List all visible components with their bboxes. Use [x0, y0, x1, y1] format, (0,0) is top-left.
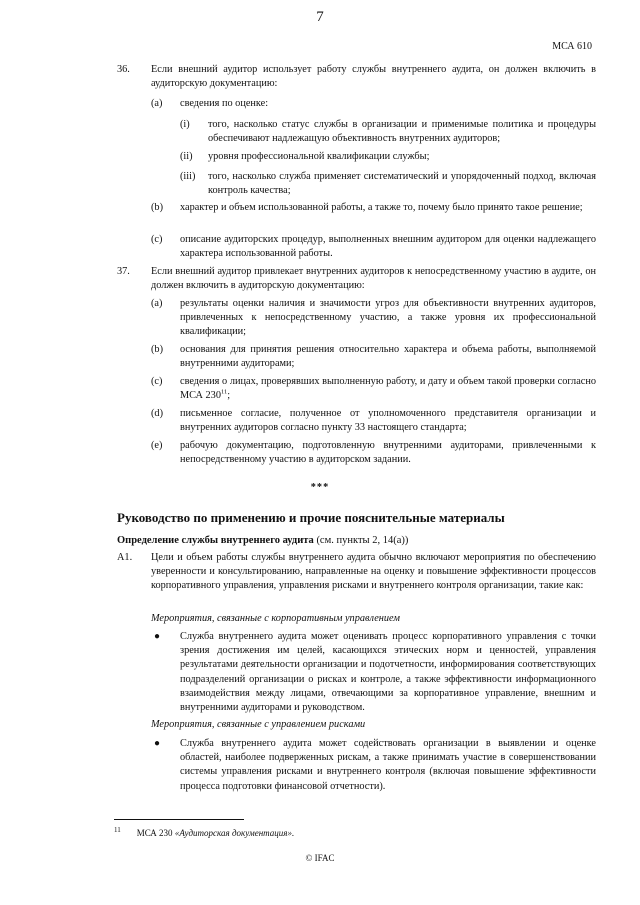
item-36a-i-text: того, насколько статус службы в организации и применимые политика и процедуры обеспечивают надлежащую объективность внутренних аудиторов;: [208, 119, 596, 145]
item-37e-text: рабочую документацию, подготовленную внутренними аудиторами, привлеченными к непосредственному участию в аудиторском задании.: [180, 440, 596, 466]
risk-bullet-text: Служба внутреннего аудита может содействовать организации в выявлении и оценке областей, наиболее подверженных рискам, а также принимать участие в совершенствовании системы управления рисками и внутреннего контроля (включая повышение эффективности процесса подготовки финансовой отчетности).: [180, 738, 596, 792]
item-36b-label: (b): [151, 202, 164, 213]
item-37e-label: (e): [151, 440, 163, 451]
paragraph-number-37: 37.: [117, 266, 130, 277]
governance-heading: Мероприятия, связанные с корпоративным управлением: [151, 613, 400, 624]
item-36a-iii-label: (iii): [180, 171, 196, 182]
paragraph-36-text: Если внешний аудитор использует работу службы внутреннего аудита, он должен включить в аудиторскую документацию:: [151, 64, 596, 90]
item-36c-text: описание аудиторских процедур, выполненных внешним аудитором для оценки надлежащего характера использованной работы.: [180, 234, 596, 260]
item-36a-text: сведения по оценке:: [180, 98, 269, 109]
item-36a-ii-text: уровня профессиональной квалификации службы;: [208, 151, 430, 162]
item-37d-text: письменное согласие, полученное от уполномоченного представителя организации и внутренних аудиторов согласно пункту 33 настоящего стандарта;: [180, 408, 596, 434]
bullet-icon: ●: [154, 738, 161, 749]
item-36a-i-label: (i): [180, 119, 190, 130]
item-37c-text: [180, 375, 596, 403]
item-37c-label: (c): [151, 376, 163, 387]
item-36a-label: (a): [151, 98, 163, 109]
item-36c-label: (c): [151, 234, 163, 245]
subsection-ref: (см. пункты 2, 14(a)): [316, 535, 409, 546]
item-37b-text: основания для принятия решения относительно характера и объема работы, выполняемой внутренними аудиторами;: [180, 344, 596, 370]
paragraph-number-36: 36.: [117, 64, 130, 75]
item-36b-text: характер и объем использованной работы, а также то, почему было принято такое решение;: [180, 202, 583, 213]
paragraph-a1-text: Цели и объем работы службы внутреннего аудита обычно включают мероприятия по обеспечению уверенности и консультированию, направленные на оценку и повышение эффективности процессов корпоративного управления, управления рисками и внутреннего контроля организации, такие как:: [151, 552, 596, 592]
risk-heading: Мероприятия, связанные с управлением рисками: [151, 719, 366, 730]
footnote: [114, 823, 294, 840]
copyright-footer: © IFAC: [305, 853, 335, 863]
paragraph-37-text: Если внешний аудитор привлекает внутренних аудиторов к непосредственному участию в аудите, он должен включить в аудиторскую документацию:: [151, 266, 596, 292]
item-37c-body: сведения о лицах, проверявших выполненную работу, и дату и объем такой проверки согласно МСА 230: [180, 376, 596, 402]
governance-bullet-text: Служба внутреннего аудита может оценивать процесс корпоративного управления с точки зрения достижения им целей, касающихся этических норм и ценностей, управления результатами деятельности организации и подотчетности, информирования соответствующих подразделений организации о рисках и контроле, а также эффективности информационного взаимодействия между лицами, отвечающими за корпоративное управление, внешним и внутренними аудиторами и руководством.: [180, 631, 596, 714]
item-37b-label: (b): [151, 344, 164, 355]
item-36a-iii-text: того, насколько служба применяет систематический и упорядоченный подход, включая контроль качества;: [208, 171, 596, 197]
footnote-text: МСА 230: [136, 828, 175, 838]
item-37a-text: результаты оценки наличия и значимости угроз для объективности внутренних аудиторов, привлеченных к непосредственному участию, а также уровня их профессиональной квалификации;: [180, 298, 596, 338]
paragraph-number-a1: A1.: [117, 552, 133, 563]
document-code: МСА 610: [552, 41, 592, 52]
subsection-title: [117, 534, 408, 548]
footnote-italic: «Аудиторская документация».: [174, 828, 295, 838]
section-separator: ***: [310, 482, 330, 493]
footnote-divider: [114, 819, 244, 820]
section-title: Руководство по применению и прочие пояснительные материалы: [117, 510, 505, 525]
item-37c-tail: ;: [227, 390, 231, 402]
page-number: 7: [316, 9, 324, 25]
item-37d-label: (d): [151, 408, 164, 419]
subsection-title-text: Определение службы внутреннего аудита: [117, 535, 314, 546]
bullet-icon: ●: [154, 631, 161, 642]
item-36a-ii-label: (ii): [180, 151, 193, 162]
footnote-ref-11: 11: [220, 388, 228, 396]
footnote-number: 11: [114, 826, 121, 834]
item-37a-label: (a): [151, 298, 163, 309]
